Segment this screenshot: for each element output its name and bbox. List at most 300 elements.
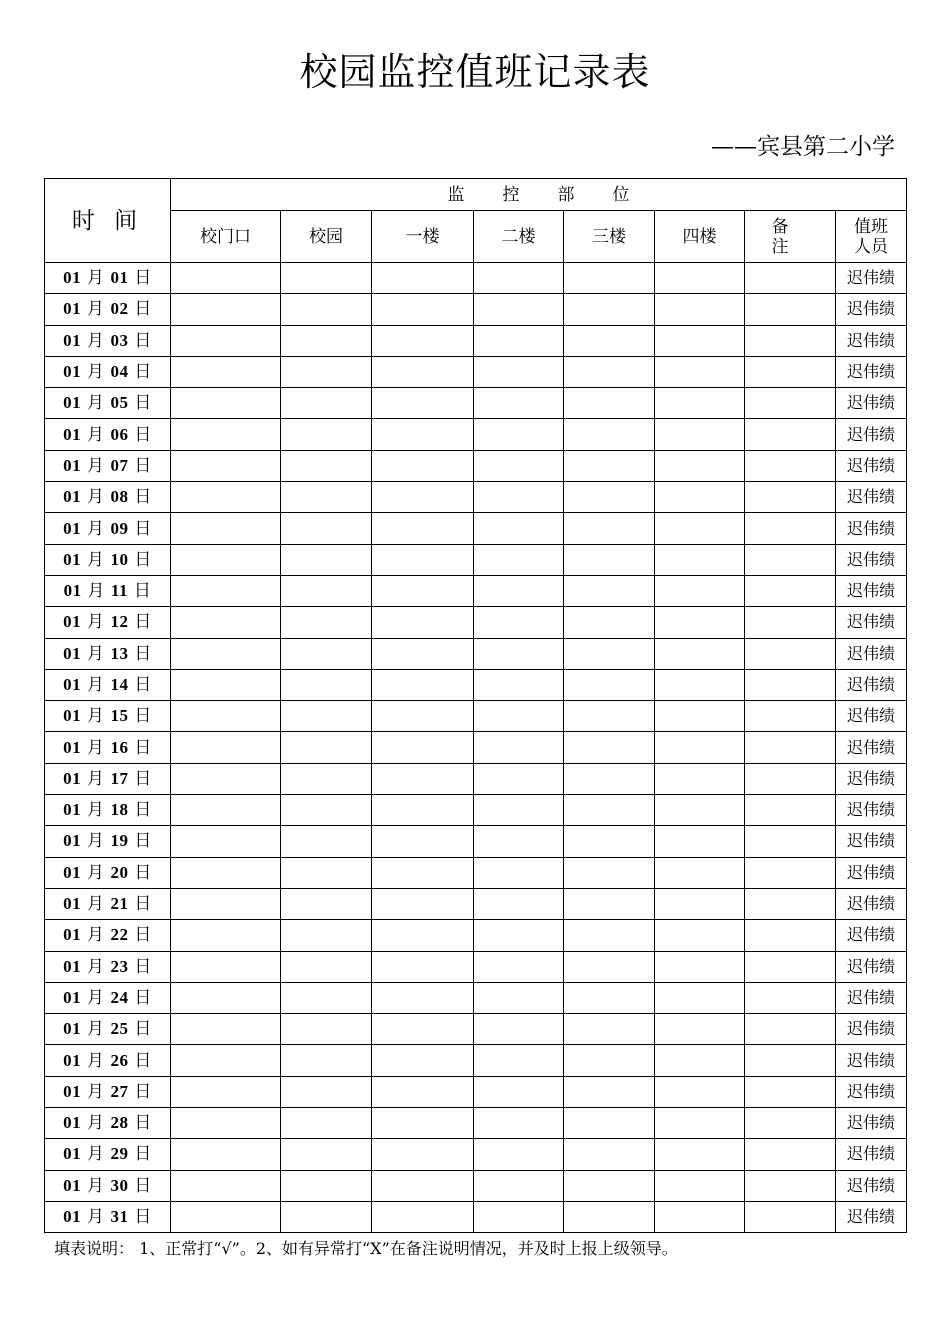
check-cell[interactable] <box>655 294 745 325</box>
date-cell <box>45 513 171 544</box>
check-cell[interactable] <box>281 888 372 919</box>
check-cell[interactable] <box>372 732 474 763</box>
day-value: 19 <box>110 831 129 851</box>
day-value: 13 <box>110 643 129 663</box>
check-cell[interactable] <box>745 920 836 951</box>
month-value: 01 <box>63 1050 82 1070</box>
check-cell[interactable] <box>372 1014 474 1045</box>
check-cell[interactable] <box>281 1076 372 1107</box>
check-cell[interactable] <box>372 388 474 419</box>
duty-column-header <box>836 211 907 263</box>
check-cell[interactable] <box>171 1076 281 1107</box>
date-cell <box>45 857 171 888</box>
month-unit: 月 <box>87 393 105 414</box>
check-cell[interactable] <box>745 701 836 732</box>
check-cell[interactable] <box>171 1045 281 1076</box>
duty-person-cell: 迟伟绩 <box>836 951 907 982</box>
day-unit: 日 <box>134 706 152 727</box>
check-cell[interactable] <box>564 482 655 513</box>
check-cell[interactable] <box>655 450 745 481</box>
check-cell[interactable] <box>171 1170 281 1201</box>
check-cell[interactable] <box>474 669 564 700</box>
check-cell[interactable] <box>655 826 745 857</box>
check-cell[interactable] <box>474 325 564 356</box>
check-cell[interactable] <box>474 1201 564 1232</box>
table-row <box>45 263 907 294</box>
check-cell[interactable] <box>474 450 564 481</box>
check-cell[interactable] <box>171 1014 281 1045</box>
check-cell[interactable] <box>745 982 836 1013</box>
check-cell[interactable] <box>171 513 281 544</box>
duty-person-cell: 迟伟绩 <box>836 263 907 294</box>
check-cell[interactable] <box>281 982 372 1013</box>
table-row <box>45 419 907 450</box>
check-cell[interactable] <box>474 857 564 888</box>
check-cell[interactable] <box>281 388 372 419</box>
check-cell[interactable] <box>281 482 372 513</box>
month-value: 01 <box>63 612 82 632</box>
check-cell[interactable] <box>564 982 655 1013</box>
duty-person-cell: 迟伟绩 <box>836 795 907 826</box>
month-unit: 月 <box>87 956 105 977</box>
check-cell[interactable] <box>171 1108 281 1139</box>
check-cell[interactable] <box>281 450 372 481</box>
check-cell[interactable] <box>564 638 655 669</box>
day-value: 06 <box>110 424 129 444</box>
day-unit: 日 <box>134 1144 152 1165</box>
day-unit: 日 <box>134 424 152 445</box>
check-cell[interactable] <box>171 920 281 951</box>
check-cell[interactable] <box>372 1045 474 1076</box>
check-cell[interactable] <box>655 544 745 575</box>
date-cell <box>45 826 171 857</box>
check-cell[interactable] <box>564 888 655 919</box>
month-value: 01 <box>63 987 82 1007</box>
check-cell[interactable] <box>281 1139 372 1170</box>
check-cell[interactable] <box>372 263 474 294</box>
check-cell[interactable] <box>745 951 836 982</box>
check-cell[interactable] <box>372 450 474 481</box>
check-cell[interactable] <box>474 701 564 732</box>
check-cell[interactable] <box>655 701 745 732</box>
check-cell[interactable] <box>564 951 655 982</box>
check-cell[interactable] <box>745 1045 836 1076</box>
check-cell[interactable] <box>171 701 281 732</box>
check-cell[interactable] <box>171 356 281 387</box>
check-cell[interactable] <box>745 1076 836 1107</box>
check-cell[interactable] <box>745 826 836 857</box>
check-cell[interactable] <box>372 575 474 606</box>
check-cell[interactable] <box>281 857 372 888</box>
check-cell[interactable] <box>745 763 836 794</box>
day-unit: 日 <box>134 268 152 289</box>
check-cell[interactable] <box>564 294 655 325</box>
check-cell[interactable] <box>745 795 836 826</box>
check-cell[interactable] <box>474 638 564 669</box>
check-cell[interactable] <box>564 1108 655 1139</box>
check-cell[interactable] <box>655 1014 745 1045</box>
check-cell[interactable] <box>281 1014 372 1045</box>
check-cell[interactable] <box>474 1014 564 1045</box>
check-cell[interactable] <box>372 795 474 826</box>
check-cell[interactable] <box>745 1201 836 1232</box>
check-cell[interactable] <box>655 1170 745 1201</box>
check-cell[interactable] <box>474 920 564 951</box>
check-cell[interactable] <box>745 325 836 356</box>
check-cell[interactable] <box>281 701 372 732</box>
day-value: 01 <box>110 268 129 288</box>
check-cell[interactable] <box>281 1170 372 1201</box>
check-cell[interactable] <box>564 826 655 857</box>
duty-person-cell: 迟伟绩 <box>836 325 907 356</box>
check-cell[interactable] <box>655 669 745 700</box>
check-cell[interactable] <box>474 951 564 982</box>
check-cell[interactable] <box>745 450 836 481</box>
date-cell <box>45 1014 171 1045</box>
check-cell[interactable] <box>745 1170 836 1201</box>
check-cell[interactable] <box>564 763 655 794</box>
check-cell[interactable] <box>171 263 281 294</box>
check-cell[interactable] <box>564 263 655 294</box>
day-unit: 日 <box>134 549 152 570</box>
check-cell[interactable] <box>281 1045 372 1076</box>
check-cell[interactable] <box>372 888 474 919</box>
check-cell[interactable] <box>745 888 836 919</box>
check-cell[interactable] <box>372 857 474 888</box>
check-cell[interactable] <box>564 450 655 481</box>
check-cell[interactable] <box>372 1139 474 1170</box>
month-value: 01 <box>63 268 82 288</box>
check-cell[interactable] <box>372 1201 474 1232</box>
check-cell[interactable] <box>171 325 281 356</box>
month-unit: 月 <box>87 1050 105 1071</box>
check-cell[interactable] <box>474 607 564 638</box>
check-cell[interactable] <box>281 795 372 826</box>
check-cell[interactable] <box>281 826 372 857</box>
check-cell[interactable] <box>474 1139 564 1170</box>
check-cell[interactable] <box>564 513 655 544</box>
check-cell[interactable] <box>655 1201 745 1232</box>
check-cell[interactable] <box>474 795 564 826</box>
check-cell[interactable] <box>745 356 836 387</box>
check-cell[interactable] <box>655 951 745 982</box>
check-cell[interactable] <box>745 638 836 669</box>
check-cell[interactable] <box>564 1201 655 1232</box>
check-cell[interactable] <box>564 607 655 638</box>
check-cell[interactable] <box>655 263 745 294</box>
day-value: 16 <box>110 737 129 757</box>
duty-person-cell: 迟伟绩 <box>836 356 907 387</box>
table-row <box>45 325 907 356</box>
check-cell[interactable] <box>474 575 564 606</box>
check-cell[interactable] <box>372 826 474 857</box>
check-cell[interactable] <box>281 575 372 606</box>
check-cell[interactable] <box>281 356 372 387</box>
check-cell[interactable] <box>655 888 745 919</box>
check-cell[interactable] <box>474 356 564 387</box>
check-cell[interactable] <box>564 1045 655 1076</box>
check-cell[interactable] <box>474 388 564 419</box>
check-cell[interactable] <box>372 638 474 669</box>
check-cell[interactable] <box>281 669 372 700</box>
check-cell[interactable] <box>474 1045 564 1076</box>
month-value: 01 <box>63 1144 82 1164</box>
check-cell[interactable] <box>281 920 372 951</box>
check-cell[interactable] <box>171 795 281 826</box>
date-cell <box>45 450 171 481</box>
table-row <box>45 888 907 919</box>
check-cell[interactable] <box>745 419 836 450</box>
duty-person-cell: 迟伟绩 <box>836 294 907 325</box>
month-unit: 月 <box>87 768 105 789</box>
check-cell[interactable] <box>655 482 745 513</box>
check-cell[interactable] <box>171 826 281 857</box>
check-cell[interactable] <box>655 388 745 419</box>
check-cell[interactable] <box>564 356 655 387</box>
check-cell[interactable] <box>564 388 655 419</box>
date-cell <box>45 482 171 513</box>
check-cell[interactable] <box>281 951 372 982</box>
check-cell[interactable] <box>171 763 281 794</box>
check-cell[interactable] <box>372 513 474 544</box>
duty-person-cell: 迟伟绩 <box>836 1170 907 1201</box>
check-cell[interactable] <box>564 920 655 951</box>
check-cell[interactable] <box>171 575 281 606</box>
check-cell[interactable] <box>564 669 655 700</box>
check-cell[interactable] <box>372 701 474 732</box>
check-cell[interactable] <box>655 920 745 951</box>
date-cell <box>45 669 171 700</box>
check-cell[interactable] <box>474 1108 564 1139</box>
check-cell[interactable] <box>655 795 745 826</box>
check-cell[interactable] <box>655 1045 745 1076</box>
check-cell[interactable] <box>171 888 281 919</box>
check-cell[interactable] <box>171 544 281 575</box>
check-cell[interactable] <box>171 857 281 888</box>
check-cell[interactable] <box>745 857 836 888</box>
check-cell[interactable] <box>281 1201 372 1232</box>
check-cell[interactable] <box>281 1108 372 1139</box>
check-cell[interactable] <box>655 1139 745 1170</box>
check-cell[interactable] <box>372 294 474 325</box>
check-cell[interactable] <box>372 356 474 387</box>
day-value: 24 <box>110 987 129 1007</box>
check-cell[interactable] <box>655 1108 745 1139</box>
check-cell[interactable] <box>281 325 372 356</box>
day-unit: 日 <box>134 643 152 664</box>
month-unit: 月 <box>87 800 105 821</box>
check-cell[interactable] <box>281 294 372 325</box>
check-cell[interactable] <box>655 763 745 794</box>
table-row <box>45 607 907 638</box>
check-cell[interactable] <box>564 701 655 732</box>
check-cell[interactable] <box>171 638 281 669</box>
check-cell[interactable] <box>564 419 655 450</box>
month-unit: 月 <box>87 643 105 664</box>
fill-instructions: 填表说明： 1、正常打“√”。2、如有异常打“X”在备注说明情况，并及时上报上级领导。 <box>54 1239 678 1258</box>
check-cell[interactable] <box>171 419 281 450</box>
check-cell[interactable] <box>745 1108 836 1139</box>
check-cell[interactable] <box>281 638 372 669</box>
check-cell[interactable] <box>474 263 564 294</box>
check-cell[interactable] <box>655 419 745 450</box>
check-cell[interactable] <box>281 607 372 638</box>
day-value: 22 <box>110 925 129 945</box>
check-cell[interactable] <box>474 513 564 544</box>
check-cell[interactable] <box>171 951 281 982</box>
table-row <box>45 482 907 513</box>
check-cell[interactable] <box>564 1170 655 1201</box>
check-cell[interactable] <box>474 482 564 513</box>
day-unit: 日 <box>134 894 152 915</box>
date-cell <box>45 1201 171 1232</box>
check-cell[interactable] <box>171 388 281 419</box>
month-unit: 月 <box>87 1144 105 1165</box>
check-cell[interactable] <box>171 669 281 700</box>
month-value: 01 <box>63 1207 82 1227</box>
check-cell[interactable] <box>564 575 655 606</box>
day-unit: 日 <box>134 330 152 351</box>
check-cell[interactable] <box>564 857 655 888</box>
check-cell[interactable] <box>474 294 564 325</box>
date-cell <box>45 1108 171 1139</box>
check-cell[interactable] <box>745 544 836 575</box>
check-cell[interactable] <box>474 888 564 919</box>
check-cell[interactable] <box>281 513 372 544</box>
table-row <box>45 763 907 794</box>
check-cell[interactable] <box>372 982 474 1013</box>
check-cell[interactable] <box>281 544 372 575</box>
check-cell[interactable] <box>372 763 474 794</box>
table-row <box>45 450 907 481</box>
duty-log-table <box>44 178 907 1233</box>
check-cell[interactable] <box>372 607 474 638</box>
table-row <box>45 1201 907 1232</box>
day-unit: 日 <box>134 1207 152 1228</box>
check-cell[interactable] <box>745 669 836 700</box>
month-value: 01 <box>63 831 82 851</box>
check-cell[interactable] <box>474 826 564 857</box>
month-value: 01 <box>63 768 82 788</box>
check-cell[interactable] <box>655 356 745 387</box>
check-cell[interactable] <box>655 1076 745 1107</box>
check-cell[interactable] <box>474 732 564 763</box>
check-cell[interactable] <box>564 544 655 575</box>
month-unit: 月 <box>87 330 105 351</box>
check-cell[interactable] <box>372 419 474 450</box>
check-cell[interactable] <box>745 1014 836 1045</box>
check-cell[interactable] <box>655 857 745 888</box>
check-cell[interactable] <box>281 763 372 794</box>
day-unit: 日 <box>134 956 152 977</box>
check-cell[interactable] <box>655 982 745 1013</box>
check-cell[interactable] <box>372 325 474 356</box>
month-value: 01 <box>63 706 82 726</box>
check-cell[interactable] <box>564 732 655 763</box>
check-cell[interactable] <box>372 482 474 513</box>
check-cell[interactable] <box>745 294 836 325</box>
check-cell[interactable] <box>745 263 836 294</box>
school-name: ——宾县第二小学 <box>711 134 895 160</box>
check-cell[interactable] <box>564 1139 655 1170</box>
check-cell[interactable] <box>171 607 281 638</box>
day-value: 02 <box>110 299 129 319</box>
check-cell[interactable] <box>745 607 836 638</box>
table-row <box>45 669 907 700</box>
duty-person-cell: 迟伟绩 <box>836 1108 907 1139</box>
check-cell[interactable] <box>655 575 745 606</box>
check-cell[interactable] <box>372 544 474 575</box>
check-cell[interactable] <box>474 544 564 575</box>
check-cell[interactable] <box>372 951 474 982</box>
check-cell[interactable] <box>655 732 745 763</box>
check-cell[interactable] <box>745 513 836 544</box>
check-cell[interactable] <box>745 1139 836 1170</box>
header-row-1 <box>45 179 907 211</box>
day-unit: 日 <box>134 455 152 476</box>
check-cell[interactable] <box>372 920 474 951</box>
date-cell <box>45 388 171 419</box>
month-value: 01 <box>63 1175 82 1195</box>
day-value: 23 <box>110 956 129 976</box>
check-cell[interactable] <box>372 1108 474 1139</box>
check-cell[interactable] <box>655 638 745 669</box>
check-cell[interactable] <box>655 513 745 544</box>
check-cell[interactable] <box>171 1139 281 1170</box>
check-cell[interactable] <box>564 1076 655 1107</box>
check-cell[interactable] <box>745 482 836 513</box>
day-unit: 日 <box>134 362 152 383</box>
month-unit: 月 <box>87 455 105 476</box>
month-value: 01 <box>63 643 82 663</box>
table-row <box>45 826 907 857</box>
check-cell[interactable] <box>564 1014 655 1045</box>
check-cell[interactable] <box>745 388 836 419</box>
date-cell <box>45 325 171 356</box>
check-cell[interactable] <box>171 982 281 1013</box>
check-cell[interactable] <box>281 732 372 763</box>
check-cell[interactable] <box>655 325 745 356</box>
day-unit: 日 <box>134 862 152 883</box>
check-cell[interactable] <box>745 575 836 606</box>
check-cell[interactable] <box>171 294 281 325</box>
check-cell[interactable] <box>171 1201 281 1232</box>
check-cell[interactable] <box>372 1076 474 1107</box>
table-row <box>45 388 907 419</box>
check-cell[interactable] <box>655 607 745 638</box>
check-cell[interactable] <box>474 1170 564 1201</box>
check-cell[interactable] <box>281 263 372 294</box>
check-cell[interactable] <box>372 669 474 700</box>
check-cell[interactable] <box>171 732 281 763</box>
check-cell[interactable] <box>171 450 281 481</box>
duty-person-cell: 迟伟绩 <box>836 888 907 919</box>
check-cell[interactable] <box>474 982 564 1013</box>
area-header: 监控部位 <box>171 179 907 211</box>
check-cell[interactable] <box>372 1170 474 1201</box>
check-cell[interactable] <box>564 325 655 356</box>
check-cell[interactable] <box>474 763 564 794</box>
month-unit: 月 <box>87 894 105 915</box>
check-cell[interactable] <box>281 419 372 450</box>
check-cell[interactable] <box>474 1076 564 1107</box>
date-cell <box>45 1139 171 1170</box>
check-cell[interactable] <box>745 732 836 763</box>
check-cell[interactable] <box>474 419 564 450</box>
check-cell[interactable] <box>564 795 655 826</box>
check-cell[interactable] <box>171 482 281 513</box>
duty-person-cell: 迟伟绩 <box>836 388 907 419</box>
